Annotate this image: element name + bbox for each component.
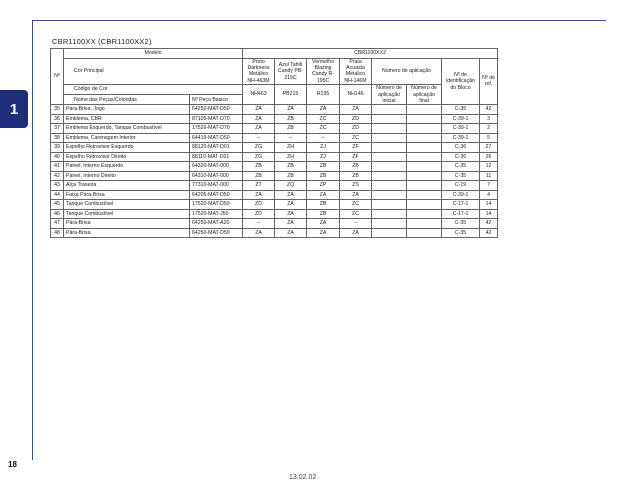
header-part-no: Nº Peça Básico (190, 95, 243, 105)
row-color-3: ZP (307, 181, 340, 191)
header-block-id: Nº de identificação do Bloco (442, 58, 480, 105)
row-color-3: – (307, 133, 340, 143)
row-no: 45 (51, 200, 64, 210)
row-color-2: – (275, 133, 307, 143)
header-application: Número de aplicação (372, 58, 442, 85)
row-part-name: Tanque Combustível (64, 209, 190, 219)
row-part-number: 64250-MAT-A20 (190, 219, 243, 229)
row-no: 39 (51, 143, 64, 153)
row-no: 43 (51, 181, 64, 191)
page-date: 13.02.02 (289, 474, 317, 481)
row-ref: 14 (480, 209, 498, 219)
table-row (51, 143, 498, 153)
row-part-name: Pára-Brisa (64, 228, 190, 238)
header-color-2-code: PB215 (275, 85, 307, 105)
row-color-2: ZB (275, 171, 307, 181)
row-part-name: Faixa Pára-Brisa (64, 190, 190, 200)
section-tab: 1 (0, 90, 28, 128)
row-part-number: 17520-MAT-D50 (190, 200, 243, 210)
row-app-start (372, 228, 407, 238)
row-part-name: Painel, Interno Esquerdo (64, 162, 190, 172)
row-color-4: ZA (340, 228, 372, 238)
row-app-end (407, 162, 442, 172)
row-no: 41 (51, 162, 64, 172)
header-main-color: Cor Principal (64, 58, 243, 85)
row-app-start (372, 190, 407, 200)
row-color-4: ZC (340, 200, 372, 210)
row-app-start (372, 209, 407, 219)
table-row (51, 209, 498, 219)
row-no: 47 (51, 219, 64, 229)
row-app-end (407, 133, 442, 143)
row-color-2: ZA (275, 190, 307, 200)
row-color-3: ZB (307, 162, 340, 172)
row-app-end (407, 105, 442, 115)
row-block-id: C-36 (442, 152, 480, 162)
row-color-4: ZB (340, 162, 372, 172)
row-color-2: ZA (275, 200, 307, 210)
row-no: 38 (51, 133, 64, 143)
row-color-4: ZD (340, 114, 372, 124)
row-color-4: ZC (340, 209, 372, 219)
row-color-1: – (243, 133, 275, 143)
row-color-3: ZA (307, 105, 340, 115)
row-app-start (372, 200, 407, 210)
table-row (51, 181, 498, 191)
table-row (51, 105, 498, 115)
row-app-end (407, 124, 442, 134)
row-part-number: 17520-MAT-J50 (190, 209, 243, 219)
row-color-2: ZB (275, 162, 307, 172)
row-color-4: ZF (340, 152, 372, 162)
row-ref: 42 (480, 219, 498, 229)
row-app-end (407, 200, 442, 210)
header-color-3-name: Vermelho Blazing Candy R-195C (307, 58, 340, 85)
row-app-end (407, 114, 442, 124)
row-ref: 42 (480, 228, 498, 238)
row-color-2: ZA (275, 105, 307, 115)
row-ref: 3 (480, 114, 498, 124)
row-part-name: Alça Traseira (64, 181, 190, 191)
row-color-1: ZD (243, 209, 275, 219)
row-no: 46 (51, 209, 64, 219)
row-ref: 4 (480, 190, 498, 200)
row-app-start (372, 114, 407, 124)
header-model-value: CBR1100XX2 (243, 49, 498, 59)
row-app-start (372, 181, 407, 191)
row-part-number: 64310-MAT-000 (190, 171, 243, 181)
row-color-1: – (243, 219, 275, 229)
row-color-2: ZH (275, 143, 307, 153)
row-no: 35 (51, 105, 64, 115)
row-app-end (407, 152, 442, 162)
header-ref: Nº de ref. (480, 58, 498, 105)
row-color-1: ZA (243, 114, 275, 124)
row-block-id: C-39-1 (442, 190, 480, 200)
row-block-id: C-35 (442, 219, 480, 229)
page-number: 18 (8, 460, 17, 469)
row-app-end (407, 209, 442, 219)
row-color-4: ZD (340, 124, 372, 134)
row-color-2: ZB (275, 114, 307, 124)
table-row (51, 228, 498, 238)
row-color-1: ZG (243, 143, 275, 153)
row-part-number: 64250-MAT-D50 (190, 105, 243, 115)
table-row (51, 124, 498, 134)
row-part-number: 17526-MAT-D70 (190, 124, 243, 134)
row-app-end (407, 190, 442, 200)
row-color-4: ZF (340, 143, 372, 153)
row-ref: 11 (480, 171, 498, 181)
row-part-number: 88120-MAT-D01 (190, 143, 243, 153)
table-row (51, 190, 498, 200)
row-color-1: ZA (243, 228, 275, 238)
row-block-id: C-39-1 (442, 124, 480, 134)
row-part-name: Emblema Esquerdo, Tanque Combustível (64, 124, 190, 134)
row-block-id: C-19 (442, 181, 480, 191)
row-part-number: 64419-MAT-D50 (190, 133, 243, 143)
table-row (51, 114, 498, 124)
row-block-id: C-35 (442, 228, 480, 238)
row-block-id: C-36 (442, 143, 480, 153)
row-color-1: ZD (243, 200, 275, 210)
header-color-1-code: NH463 (243, 85, 275, 105)
row-color-1: ZA (243, 190, 275, 200)
row-app-end (407, 171, 442, 181)
row-app-start (372, 105, 407, 115)
row-app-start (372, 162, 407, 172)
row-app-start (372, 133, 407, 143)
header-color-4-code: NH146 (340, 85, 372, 105)
row-color-4: ZA (340, 190, 372, 200)
row-no: 40 (51, 152, 64, 162)
row-color-2: ZA (275, 228, 307, 238)
row-block-id: C-35 (442, 105, 480, 115)
row-color-3: ZB (307, 200, 340, 210)
row-ref: 2 (480, 124, 498, 134)
row-ref: 7 (480, 181, 498, 191)
header-color-1-name: Preto Darkness Metálico NH-463M (243, 58, 275, 85)
row-color-2: ZB (275, 124, 307, 134)
row-part-name: Emblema, CBR (64, 114, 190, 124)
row-part-number: 87105-MAT-D70 (190, 114, 243, 124)
row-color-1: ZB (243, 171, 275, 181)
row-color-1: ZB (243, 162, 275, 172)
header-part-name: Nome das Peças/Coloridas (64, 95, 190, 105)
row-no: 44 (51, 190, 64, 200)
row-app-end (407, 143, 442, 153)
table-row (51, 171, 498, 181)
row-ref: 5 (480, 133, 498, 143)
header-color-3-code: R195 (307, 85, 340, 105)
row-part-name: Tanque Combustível (64, 200, 190, 210)
row-color-4: ZA (340, 105, 372, 115)
row-app-end (407, 181, 442, 191)
row-part-name: Emblema, Carenagem Interior (64, 133, 190, 143)
header-no: Nº (51, 49, 64, 105)
row-ref: 12 (480, 162, 498, 172)
parts-color-table (50, 48, 498, 238)
header-color-4-name: Prata Acuasta Metálico NH-146M (340, 58, 372, 85)
row-part-number: 88110-MAT-D01 (190, 152, 243, 162)
row-part-name: Espelho Retrovisor Esquerdo (64, 143, 190, 153)
row-no: 36 (51, 114, 64, 124)
header-color-2-name: Azul Tahiti Candy PB-215C (275, 58, 307, 85)
row-no: 37 (51, 124, 64, 134)
row-part-name: Espelho Retrovisor Direito (64, 152, 190, 162)
header-model-label: Modelo (64, 49, 243, 59)
row-block-id: C-17-1 (442, 209, 480, 219)
row-color-3: ZC (307, 114, 340, 124)
row-part-number: 64250-MAT-D50 (190, 228, 243, 238)
row-app-start (372, 219, 407, 229)
row-block-id: C-35 (442, 171, 480, 181)
row-color-3: ZB (307, 171, 340, 181)
row-color-1: ZT (243, 181, 275, 191)
row-app-start (372, 152, 407, 162)
row-ref: 14 (480, 200, 498, 210)
row-part-name: Pára-Brisa, Jogo (64, 105, 190, 115)
row-color-3: ZJ (307, 143, 340, 153)
row-block-id: C-35 (442, 162, 480, 172)
row-color-2: ZA (275, 209, 307, 219)
table-row (51, 200, 498, 210)
row-app-end (407, 228, 442, 238)
row-color-3: ZJ (307, 152, 340, 162)
header-app-end: Número de aplicação final (407, 85, 442, 105)
row-color-3: ZB (307, 209, 340, 219)
row-color-1: ZA (243, 105, 275, 115)
row-no: 42 (51, 171, 64, 181)
row-block-id: C-39-1 (442, 114, 480, 124)
row-part-name: Painel, Interno Direito (64, 171, 190, 181)
frame-left-line (32, 20, 33, 460)
row-ref: 27 (480, 143, 498, 153)
row-color-2: ZA (275, 219, 307, 229)
row-color-1: ZA (243, 124, 275, 134)
row-color-3: ZC (307, 124, 340, 134)
model-title: CBR1100XX (CBR1100XX2) (52, 37, 152, 46)
row-app-start (372, 143, 407, 153)
row-color-3: ZA (307, 190, 340, 200)
row-color-4: ZC (340, 133, 372, 143)
frame-top-line (32, 20, 606, 21)
row-color-4: ZB (340, 171, 372, 181)
row-app-end (407, 219, 442, 229)
row-color-3: ZA (307, 228, 340, 238)
row-ref: 42 (480, 105, 498, 115)
header-color-code: Código de Cor (64, 85, 243, 95)
row-block-id: C-17-1 (442, 200, 480, 210)
row-part-number: 64205-MAT-D50 (190, 190, 243, 200)
header-app-start: Número de aplicação inicial (372, 85, 407, 105)
row-color-4: – (340, 219, 372, 229)
row-block-id: C-39-1 (442, 133, 480, 143)
row-part-name: Pára-Brisa (64, 219, 190, 229)
table-row (51, 162, 498, 172)
row-color-1: ZG (243, 152, 275, 162)
row-no: 48 (51, 228, 64, 238)
row-color-3: ZA (307, 219, 340, 229)
row-part-number: 77310-MAT-000 (190, 181, 243, 191)
row-color-2: ZQ (275, 181, 307, 191)
row-app-start (372, 124, 407, 134)
row-app-start (372, 171, 407, 181)
row-ref: 26 (480, 152, 498, 162)
row-color-2: ZH (275, 152, 307, 162)
row-part-number: 64320-MAT-000 (190, 162, 243, 172)
table-row (51, 133, 498, 143)
table-row (51, 219, 498, 229)
table-row (51, 152, 498, 162)
row-color-4: ZS (340, 181, 372, 191)
